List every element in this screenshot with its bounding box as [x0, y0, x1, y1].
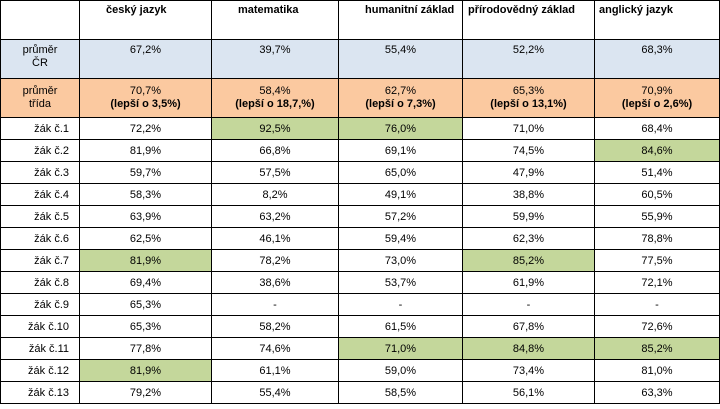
student-score-cell: 55,4% [212, 382, 339, 404]
student-score-cell: 68,4% [595, 118, 720, 140]
national-average-cell: 68,3% [595, 40, 720, 79]
class-average-difference: (lepší o 7,3%) [365, 98, 436, 110]
student-label: žák č.8 [1, 272, 80, 294]
national-average-cell: 67,2% [80, 40, 212, 79]
student-score-cell: 59,4% [339, 228, 463, 250]
header-math: matematika [212, 1, 339, 40]
student-score-cell: 58,3% [80, 184, 212, 206]
student-score-cell: 71,0% [339, 338, 463, 360]
student-score-cell: - [212, 294, 339, 316]
student-label: žák č.2 [1, 140, 80, 162]
student-row [1, 206, 720, 228]
student-score-cell: 51,4% [595, 162, 720, 184]
student-score-cell: 72,2% [80, 118, 212, 140]
student-score-cell: 78,2% [212, 250, 339, 272]
national-average-cell: 39,7% [212, 40, 339, 79]
student-score-cell: 60,5% [595, 184, 720, 206]
student-score-cell: 73,4% [463, 360, 595, 382]
class-average-row [1, 79, 720, 118]
student-score-cell: 76,0% [339, 118, 463, 140]
student-score-cell: 69,4% [80, 272, 212, 294]
student-row [1, 140, 720, 162]
student-row [1, 228, 720, 250]
student-score-cell: 77,5% [595, 250, 720, 272]
student-score-cell: 65,3% [80, 316, 212, 338]
student-score-cell: 63,2% [212, 206, 339, 228]
student-score-cell: 59,0% [339, 360, 463, 382]
class-average-value: 65,3% [512, 85, 545, 97]
student-score-cell: 69,1% [339, 140, 463, 162]
national-average-label: průměr ČR [22, 44, 58, 69]
student-score-cell: 62,3% [463, 228, 595, 250]
student-score-cell: 55,9% [595, 206, 720, 228]
student-score-cell: - [595, 294, 720, 316]
student-score-cell: 65,0% [339, 162, 463, 184]
class-average-cell [463, 79, 595, 118]
student-row [1, 338, 720, 360]
student-score-cell: 84,6% [595, 140, 720, 162]
row-label [1, 40, 80, 79]
student-score-cell: 49,1% [339, 184, 463, 206]
student-row [1, 118, 720, 140]
student-score-cell: 72,1% [595, 272, 720, 294]
student-score-cell: 63,9% [80, 206, 212, 228]
student-score-cell: - [339, 294, 463, 316]
student-score-cell: 81,0% [595, 360, 720, 382]
student-score-cell: 78,8% [595, 228, 720, 250]
student-score-cell: 57,2% [339, 206, 463, 228]
corner-cell [1, 1, 80, 40]
student-row [1, 382, 720, 404]
student-score-cell: 62,5% [80, 228, 212, 250]
student-label: žák č.6 [1, 228, 80, 250]
student-row [1, 250, 720, 272]
header-english: anglický jazyk [595, 1, 720, 40]
student-label: žák č.13 [1, 382, 80, 404]
student-label: žák č.11 [1, 338, 80, 360]
student-score-cell: 84,8% [463, 338, 595, 360]
student-score-cell: 85,2% [463, 250, 595, 272]
header-science: přírodovědný základ [463, 1, 595, 40]
student-row [1, 360, 720, 382]
class-average-cell [80, 79, 212, 118]
student-score-cell: 92,5% [212, 118, 339, 140]
student-score-cell: 81,9% [80, 140, 212, 162]
student-score-cell: 81,9% [80, 250, 212, 272]
class-average-cell [212, 79, 339, 118]
student-score-cell: 38,6% [212, 272, 339, 294]
student-label: žák č.4 [1, 184, 80, 206]
student-row [1, 316, 720, 338]
student-score-cell: 47,9% [463, 162, 595, 184]
student-score-cell: 81,9% [80, 360, 212, 382]
student-score-cell: 53,7% [339, 272, 463, 294]
student-row [1, 294, 720, 316]
student-label: žák č.9 [1, 294, 80, 316]
student-score-cell: 58,5% [339, 382, 463, 404]
student-score-cell: 71,0% [463, 118, 595, 140]
header-row [1, 1, 720, 40]
student-score-cell: 72,6% [595, 316, 720, 338]
row-label [1, 79, 80, 118]
student-score-cell: 46,1% [212, 228, 339, 250]
class-average-difference: (lepší o 2,6%) [621, 98, 693, 110]
class-average-value: 70,9% [641, 85, 673, 97]
national-average-cell: 55,4% [339, 40, 463, 79]
national-average-row [1, 40, 720, 79]
student-label: žák č.10 [1, 316, 80, 338]
student-row [1, 184, 720, 206]
student-score-cell: 63,3% [595, 382, 720, 404]
national-average-cell: 52,2% [463, 40, 595, 79]
student-score-cell: 8,2% [212, 184, 339, 206]
class-average-value: 70,7% [129, 85, 162, 97]
header-humanities: humanitní základ [339, 1, 463, 40]
student-score-cell: 61,1% [212, 360, 339, 382]
class-average-label: průměr třída [22, 85, 58, 110]
student-score-cell: 58,2% [212, 316, 339, 338]
student-score-cell: 79,2% [80, 382, 212, 404]
student-score-cell: 59,9% [463, 206, 595, 228]
student-rows [1, 118, 720, 404]
class-average-difference: (lepší o 3,5%) [110, 98, 181, 110]
student-score-cell: 59,7% [80, 162, 212, 184]
student-score-cell: 38,8% [463, 184, 595, 206]
student-score-cell: 65,3% [80, 294, 212, 316]
student-row [1, 272, 720, 294]
class-average-difference: (lepší o 18,7,%) [235, 98, 315, 110]
student-score-cell: 85,2% [595, 338, 720, 360]
student-label: žák č.1 [1, 118, 80, 140]
student-score-cell: 57,5% [212, 162, 339, 184]
student-label: žák č.7 [1, 250, 80, 272]
student-score-cell: 73,0% [339, 250, 463, 272]
student-label: žák č.12 [1, 360, 80, 382]
class-average-cell [595, 79, 720, 118]
class-average-value: 62,7% [384, 85, 417, 97]
student-score-cell: 74,6% [212, 338, 339, 360]
student-row [1, 162, 720, 184]
class-average-cell [339, 79, 463, 118]
student-score-cell: 61,9% [463, 272, 595, 294]
student-score-cell: 66,8% [212, 140, 339, 162]
student-score-cell: 74,5% [463, 140, 595, 162]
class-average-difference: (lepší o 13,1%) [490, 98, 567, 110]
student-score-cell: 56,1% [463, 382, 595, 404]
student-score-cell: 77,8% [80, 338, 212, 360]
student-score-cell: - [463, 294, 595, 316]
student-label: žák č.5 [1, 206, 80, 228]
student-score-cell: 67,8% [463, 316, 595, 338]
header-czech: český jazyk [80, 1, 212, 40]
student-label: žák č.3 [1, 162, 80, 184]
class-average-value: 58,4% [259, 85, 291, 97]
student-score-cell: 61,5% [339, 316, 463, 338]
